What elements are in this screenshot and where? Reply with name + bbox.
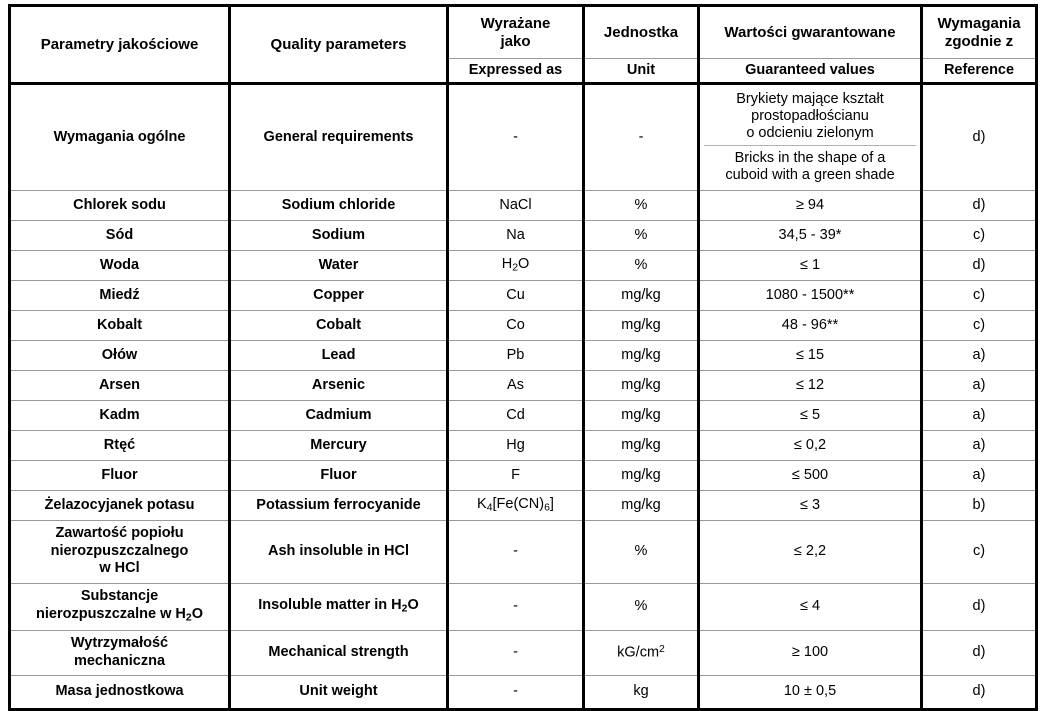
cell-reference: d) xyxy=(922,675,1037,709)
cell-unit: mg/kg xyxy=(584,310,699,340)
cell-param-en: Potassium ferrocyanide xyxy=(230,490,448,520)
gv-pl-line-3: o odcieniu zielonym xyxy=(746,125,874,142)
cell-guaranteed-value: ≤ 500 xyxy=(699,460,922,490)
param-en-text-tail: O xyxy=(407,597,419,614)
header-reference-line-2: zgodnie z xyxy=(944,32,1014,50)
param-pl-line-3: w HCl xyxy=(99,560,140,577)
table-row xyxy=(10,370,1037,400)
table-row xyxy=(10,430,1037,460)
cell-guaranteed-value: ≥ 94 xyxy=(699,190,922,220)
unit-text: kG/cm xyxy=(617,644,660,661)
table-row xyxy=(10,583,1037,630)
cell-guaranteed-value: ≤ 0,2 xyxy=(699,430,922,460)
cell-expressed-as: $K_4[Fe(CN)_6]$ xyxy=(448,490,584,520)
cell-param-pl: Kobalt xyxy=(10,310,230,340)
header-cell-unit-en: Unit xyxy=(584,59,699,84)
cell-param-pl: Masa jednostkowa xyxy=(10,675,230,709)
table-row xyxy=(10,84,1037,191)
cell-guaranteed-value: ≤ 12 xyxy=(699,370,922,400)
cell-expressed-as: Co xyxy=(448,310,584,340)
table-row xyxy=(10,490,1037,520)
cell-param-pl: Rtęć xyxy=(10,430,230,460)
cell-unit: mg/kg xyxy=(584,460,699,490)
table-row xyxy=(10,400,1037,430)
cell-param-pl: Kadm xyxy=(10,400,230,430)
cell-param-pl: Żelazocyjanek potasu xyxy=(10,490,230,520)
cell-expressed-as: - xyxy=(448,630,584,675)
cell-unit: % xyxy=(584,190,699,220)
cell-guaranteed-value: 10 ± 0,5 xyxy=(699,675,922,709)
table-row xyxy=(10,675,1037,709)
cell-guaranteed-value: ≤ 3 xyxy=(699,490,922,520)
cell-param-en: Mechanical strength xyxy=(230,630,448,675)
cell-param-en: Unit weight xyxy=(230,675,448,709)
cell-param-pl xyxy=(10,630,230,675)
cell-param-pl: Wymagania ogólne xyxy=(10,84,230,191)
cell-param-en: Cobalt xyxy=(230,310,448,340)
specification-table xyxy=(8,4,1038,711)
specification-table-container xyxy=(8,4,1035,700)
cell-unit: kg xyxy=(584,675,699,709)
cell-param-pl: Sód xyxy=(10,220,230,250)
guaranteed-value-polish xyxy=(704,87,916,146)
cell-guaranteed-value: 1080 - 1500** xyxy=(699,280,922,310)
cell-reference: c) xyxy=(922,220,1037,250)
cell-unit xyxy=(584,630,699,675)
cell-reference: c) xyxy=(922,280,1037,310)
cell-unit: % xyxy=(584,583,699,630)
cell-expressed-as: $H_2O$ xyxy=(448,250,584,280)
cell-guaranteed-value: ≥ 100 xyxy=(699,630,922,675)
cell-param-pl xyxy=(10,520,230,583)
cell-guaranteed-value: 34,5 - 39* xyxy=(699,220,922,250)
cell-expressed-as: - xyxy=(448,583,584,630)
header-cell-expressed-as-en: Expressed as xyxy=(448,59,584,84)
param-pl-line-2: mechaniczna xyxy=(73,652,166,669)
param-pl-text-tail: O xyxy=(191,605,203,622)
cell-param-en: Water xyxy=(230,250,448,280)
cell-param-en: General requirements xyxy=(230,84,448,191)
cell-expressed-as: Cu xyxy=(448,280,584,310)
table-row xyxy=(10,310,1037,340)
param-pl-line-2: nierozpuszczalnego xyxy=(50,542,189,559)
cell-unit: mg/kg xyxy=(584,400,699,430)
cell-guaranteed-value: ≤ 5 xyxy=(699,400,922,430)
table-header-row-polish xyxy=(10,6,1037,59)
cell-reference: a) xyxy=(922,460,1037,490)
table-row xyxy=(10,630,1037,675)
formula-subscript: 4 xyxy=(486,502,493,514)
cell-reference: d) xyxy=(922,190,1037,220)
gv-pl-line-2: prostopadłościanu xyxy=(751,108,869,125)
cell-param-pl: Woda xyxy=(10,250,230,280)
cell-param-en xyxy=(230,583,448,630)
formula-subscript: 2 xyxy=(512,262,518,274)
formula-subscript: 6 xyxy=(544,502,550,514)
table-row xyxy=(10,520,1037,583)
cell-guaranteed-value: ≤ 4 xyxy=(699,583,922,630)
cell-expressed-as: Na xyxy=(448,220,584,250)
cell-guaranteed-value: ≤ 2,2 xyxy=(699,520,922,583)
table-row xyxy=(10,460,1037,490)
header-reference-line-1: Wymagania xyxy=(937,14,1021,32)
cell-guaranteed-value: ≤ 1 xyxy=(699,250,922,280)
header-cell-expressed-as-pl xyxy=(448,6,584,59)
header-cell-quality-parameters-en: Quality parameters xyxy=(230,6,448,84)
cell-reference: d) xyxy=(922,583,1037,630)
cell-unit: mg/kg xyxy=(584,430,699,460)
cell-unit: mg/kg xyxy=(584,370,699,400)
cell-unit: - xyxy=(584,84,699,191)
cell-param-pl: Arsen xyxy=(10,370,230,400)
cell-param-en: Arsenic xyxy=(230,370,448,400)
cell-expressed-as: - xyxy=(448,675,584,709)
header-cell-unit-pl: Jednostka xyxy=(584,6,699,59)
cell-param-pl: Fluor xyxy=(10,460,230,490)
cell-expressed-as: Hg xyxy=(448,430,584,460)
table-row xyxy=(10,250,1037,280)
cell-param-en: Ash insoluble in HCl xyxy=(230,520,448,583)
cell-param-en: Fluor xyxy=(230,460,448,490)
cell-param-en: Cadmium xyxy=(230,400,448,430)
cell-unit: mg/kg xyxy=(584,340,699,370)
cell-reference: b) xyxy=(922,490,1037,520)
gv-en-line-2: cuboid with a green shade xyxy=(725,167,895,184)
header-cell-reference-en: Reference xyxy=(922,59,1037,84)
table-row xyxy=(10,190,1037,220)
param-pl-line-1: Substancje xyxy=(80,588,159,605)
cell-param-pl: Ołów xyxy=(10,340,230,370)
cell-guaranteed-value: ≤ 15 xyxy=(699,340,922,370)
header-expressed-line-2: jako xyxy=(500,32,531,50)
formula-subscript: 2 xyxy=(185,612,192,624)
table-row xyxy=(10,280,1037,310)
cell-reference: d) xyxy=(922,630,1037,675)
cell-reference: c) xyxy=(922,520,1037,583)
table-row xyxy=(10,340,1037,370)
param-pl-text: nierozpuszczalne w H xyxy=(36,605,186,622)
cell-param-en: Lead xyxy=(230,340,448,370)
cell-unit: % xyxy=(584,520,699,583)
cell-reference: d) xyxy=(922,84,1037,191)
cell-expressed-as: F xyxy=(448,460,584,490)
cell-unit: % xyxy=(584,250,699,280)
cell-reference: a) xyxy=(922,370,1037,400)
header-cell-guaranteed-values-en: Guaranteed values xyxy=(699,59,922,84)
cell-guaranteed-value xyxy=(699,84,922,191)
cell-unit: mg/kg xyxy=(584,490,699,520)
param-pl-line-1: Wytrzymałość xyxy=(70,635,169,652)
guaranteed-value-english xyxy=(704,146,916,187)
cell-reference: c) xyxy=(922,310,1037,340)
cell-reference: a) xyxy=(922,340,1037,370)
cell-param-en: Sodium chloride xyxy=(230,190,448,220)
gv-pl-line-1: Brykiety mające kształt xyxy=(736,91,884,107)
cell-expressed-as: - xyxy=(448,84,584,191)
cell-param-en: Sodium xyxy=(230,220,448,250)
cell-param-en: Copper xyxy=(230,280,448,310)
cell-param-en: Mercury xyxy=(230,430,448,460)
cell-unit: mg/kg xyxy=(584,280,699,310)
gv-en-line-1: Bricks in the shape of a xyxy=(734,150,886,167)
cell-expressed-as: NaCl xyxy=(448,190,584,220)
param-pl-line-1: Zawartość popiołu xyxy=(55,525,184,542)
cell-reference: a) xyxy=(922,430,1037,460)
cell-expressed-as: Pb xyxy=(448,340,584,370)
header-cell-reference-pl xyxy=(922,6,1037,59)
cell-param-pl: Miedź xyxy=(10,280,230,310)
header-cell-guaranteed-values-pl: Wartości gwarantowane xyxy=(699,6,922,59)
cell-unit: % xyxy=(584,220,699,250)
cell-param-pl xyxy=(10,583,230,630)
cell-expressed-as: As xyxy=(448,370,584,400)
header-expressed-line-1: Wyrażane xyxy=(480,14,551,32)
param-pl-line-2 xyxy=(15,606,224,625)
cell-expressed-as: Cd xyxy=(448,400,584,430)
cell-reference: a) xyxy=(922,400,1037,430)
param-en-text: Insoluble matter in H xyxy=(258,597,402,614)
header-cell-quality-parameters-pl: Parametry jakościowe xyxy=(10,6,230,84)
cell-param-pl: Chlorek sodu xyxy=(10,190,230,220)
cell-reference: d) xyxy=(922,250,1037,280)
cell-guaranteed-value: 48 - 96** xyxy=(699,310,922,340)
formula-subscript: 2 xyxy=(401,603,408,615)
table-row xyxy=(10,220,1037,250)
cell-expressed-as: - xyxy=(448,520,584,583)
unit-superscript: 2 xyxy=(659,643,665,655)
